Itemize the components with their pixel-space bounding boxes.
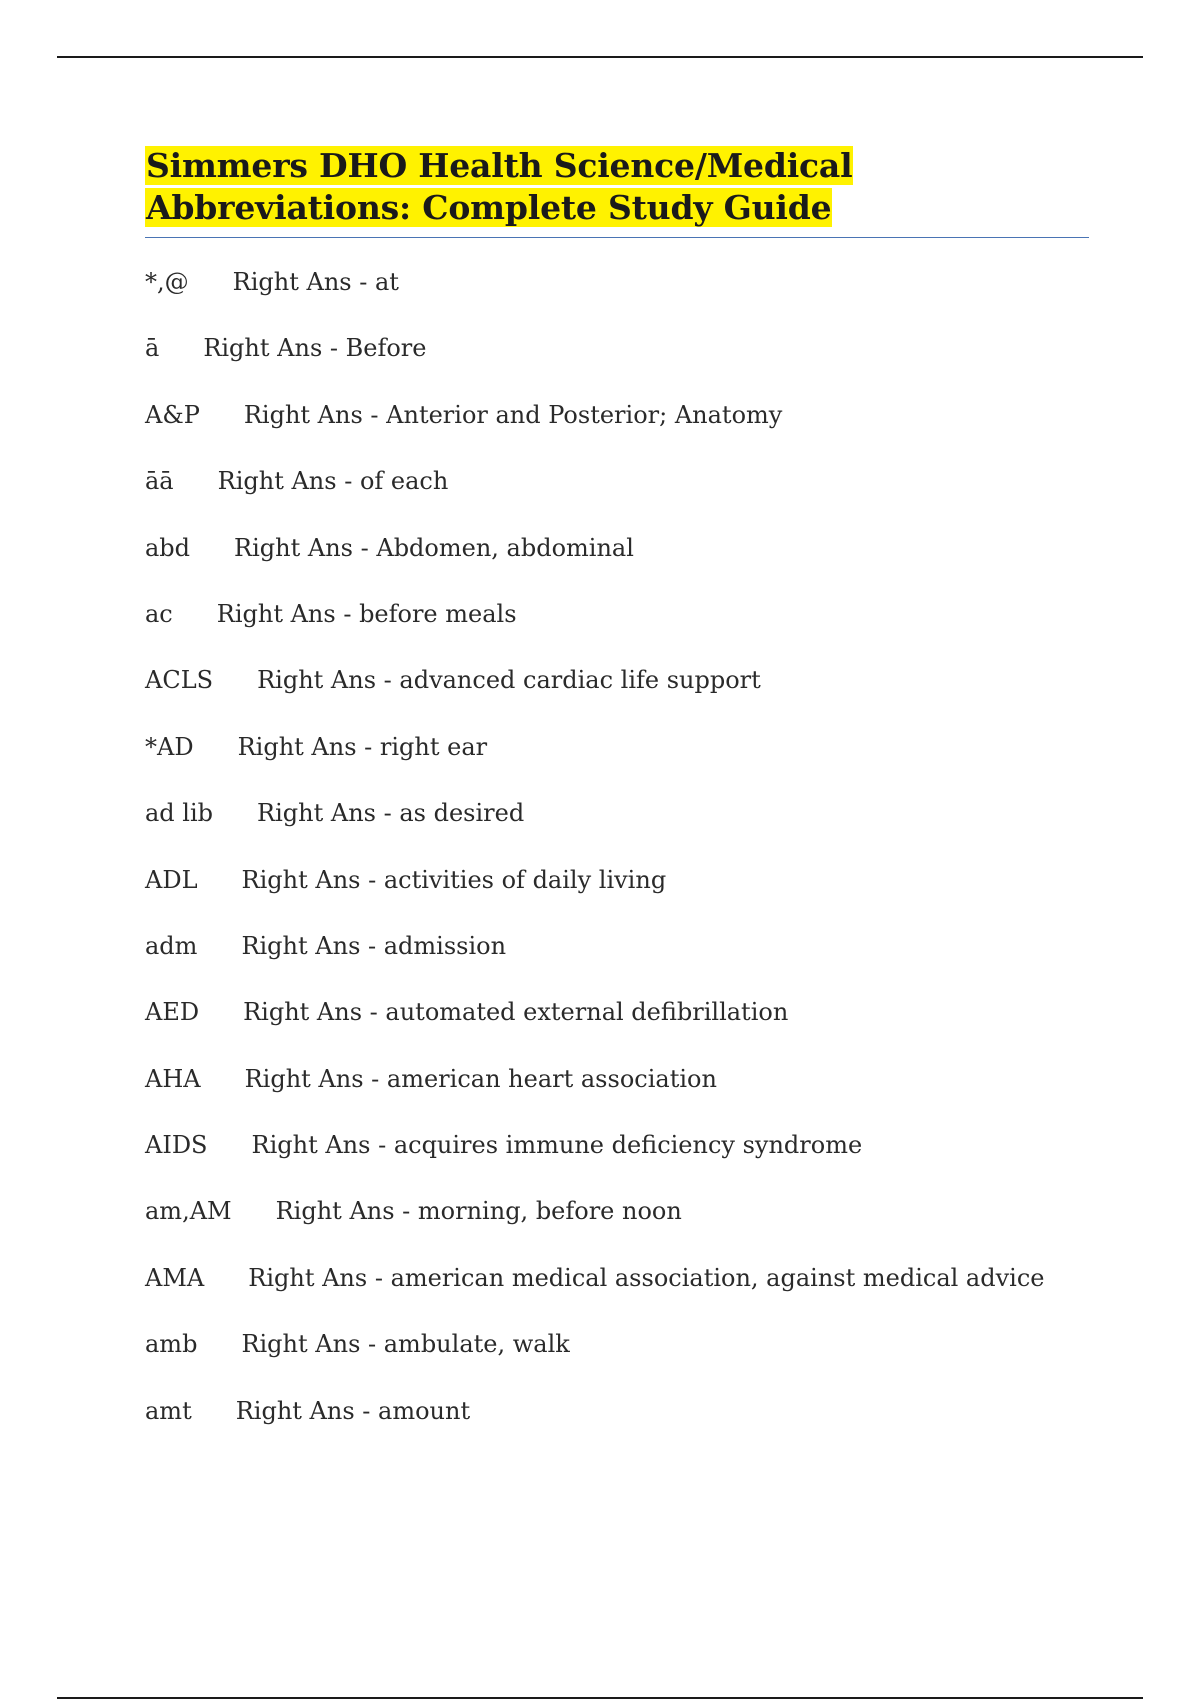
abbreviation-term: amt [145,1396,192,1425]
abbreviation-term: AHA [145,1064,201,1093]
abbreviation-term: A&P [145,400,200,429]
abbreviation-entry [145,733,1145,799]
abbreviation-definition: Anterior and Posterior; Anatomy [386,400,783,429]
abbreviation-definition: before meals [359,599,517,628]
abbreviation-term: AIDS [145,1131,208,1160]
abbreviation-term: abd [145,533,191,562]
abbreviation-definition: at [374,268,399,296]
page-title [145,145,1090,229]
answer-label: Right Ans - [203,334,346,363]
answer-label: Right Ans - [275,1197,418,1226]
abbreviation-term: *,@ [145,268,189,296]
answer-label: Right Ans - [248,1263,391,1292]
abbreviation-entry [145,998,1145,1064]
answer-label: Right Ans - [257,666,400,695]
abbreviation-term: ac [145,599,173,628]
abbreviation-definition: admission [383,931,507,960]
abbreviation-term: AED [145,998,200,1027]
answer-label: Right Ans - [241,865,384,894]
abbreviation-definition: as desired [399,799,525,828]
abbreviation-entry [145,600,1145,666]
answer-label: Right Ans - [243,400,387,429]
abbreviation-definition: Before [345,334,427,363]
abbreviation-definition: activities of daily living [383,865,667,894]
abbreviation-entry [145,401,1145,467]
abbreviation-entry [145,799,1145,865]
abbreviation-entry [145,1197,1145,1263]
abbreviation-entry [145,1065,1145,1131]
answer-label: Right Ans - [241,1330,384,1359]
title-block [145,145,1090,238]
abbreviation-entry [145,932,1145,998]
abbreviation-definition: american medical association, against medical advice [390,1263,1045,1292]
title-underline [145,237,1089,238]
abbreviation-term: adm [145,931,198,960]
abbreviation-entry [145,1264,1145,1330]
abbreviation-term: ACLS [145,666,214,695]
abbreviation-definition: american heart association [386,1064,717,1093]
abbreviation-entry [145,1330,1145,1396]
abbreviation-term: ad lib [145,799,214,828]
abbreviation-entry [145,866,1145,932]
page-bottom-rule [57,1697,1143,1699]
answer-label: Right Ans - [234,533,377,562]
abbreviation-definition: Abdomen, abdominal [376,533,634,562]
abbreviation-entry [145,467,1145,533]
answer-label: Right Ans - [243,998,386,1027]
abbreviation-term: amb [145,1330,198,1359]
answer-label: Right Ans - [216,599,360,628]
abbreviation-definition: automated external defibrillation [385,998,789,1027]
answer-label: Right Ans - [241,931,384,960]
answer-label: Right Ans - [217,467,360,496]
page-title-text: Simmers DHO Health Science/Medical Abbreviations: Complete Study Guide [146,146,853,227]
answer-label: Right Ans - [257,799,400,828]
abbreviation-entry [145,1131,1145,1197]
abbreviation-entry [145,534,1145,600]
abbreviation-entry [145,334,1145,400]
abbreviation-term: āā [145,467,174,496]
abbreviation-term: *AD [145,732,194,761]
abbreviation-definition: acquires immune deficiency syndrome [393,1131,863,1160]
abbreviation-definition: amount [378,1396,471,1425]
abbreviation-entry [145,666,1145,732]
answer-label: Right Ans - [244,1064,387,1093]
abbreviation-term: AMA [145,1263,205,1292]
answer-label: Right Ans - [232,268,375,296]
answer-label: Right Ans - [235,1396,379,1425]
answer-label: Right Ans - [251,1131,394,1160]
abbreviation-entry [145,1397,1145,1463]
abbreviation-definition: of each [359,467,449,496]
abbreviation-definition: advanced cardiac life support [399,666,761,695]
abbreviation-term: ā [145,334,160,363]
abbreviation-list [145,268,1145,1463]
abbreviation-term: am,AM [145,1197,232,1226]
abbreviation-entry [145,268,1145,334]
page-top-rule [57,56,1143,58]
answer-label: Right Ans - [237,732,380,761]
abbreviation-term: ADL [145,865,198,894]
abbreviation-definition: right ear [379,732,488,761]
abbreviation-definition: morning, before noon [417,1197,682,1226]
abbreviation-definition: ambulate, walk [383,1330,570,1359]
